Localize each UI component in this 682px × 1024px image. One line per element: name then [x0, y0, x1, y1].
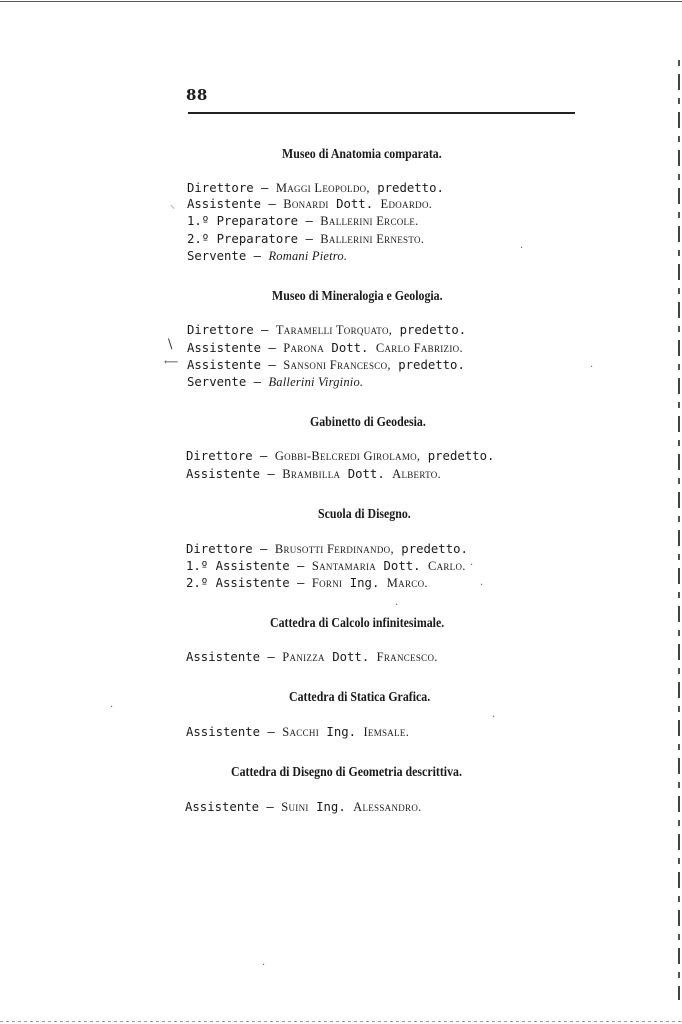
- entry-name: Sansoni Francesco,: [283, 358, 391, 372]
- section-title: Museo di Mineralogia e Geologia.: [272, 288, 443, 303]
- entry-role: 1.º Assistente —: [186, 559, 305, 573]
- scan-speck: ·: [590, 362, 594, 373]
- margin-mark: ⟵: [164, 357, 179, 368]
- entry-name: Panizza: [282, 650, 325, 664]
- entry: [186, 449, 494, 464]
- entry: [187, 214, 419, 229]
- entry-name: Ballerini Ercole.: [320, 214, 419, 228]
- entry-name-2: Carlo.: [427, 559, 466, 573]
- entry-name-2: Edoardo.: [380, 197, 433, 211]
- entry-rest: Dott.: [324, 341, 376, 355]
- section-title: Cattedra di Calcolo infinitesimale.: [270, 615, 445, 630]
- entry: [186, 559, 466, 574]
- entry-role: Servente —: [187, 249, 262, 263]
- entry-name-2: Alberto.: [392, 467, 441, 481]
- scan-speck: ·: [480, 580, 484, 591]
- section-title: Cattedra di Statica Grafica.: [289, 689, 431, 704]
- margin-mark: \: [168, 337, 173, 352]
- entry-name: Romani Pietro.: [268, 249, 348, 263]
- entry-role: Assistente —: [187, 341, 276, 355]
- entry-rest: Ing.: [342, 576, 387, 590]
- scan-speck: ·: [492, 712, 496, 723]
- entry-name: Forni: [311, 576, 343, 590]
- entry-name: Santamaria: [311, 559, 377, 573]
- entry-name: Ballerini Ernesto.: [320, 232, 425, 246]
- entry: [186, 467, 441, 482]
- entry: [187, 181, 444, 196]
- entry-rest: Ing.: [319, 725, 364, 739]
- entry-role: Direttore —: [187, 323, 269, 337]
- entry-name: Brambilla: [282, 467, 341, 481]
- entry: [186, 650, 438, 665]
- entry-name: Gobbi-Belcredi Girolamo,: [274, 449, 421, 463]
- bottom-border: [0, 1021, 682, 1022]
- entry-rest: Dott.: [340, 467, 393, 481]
- entry: [187, 375, 363, 390]
- section-title: Gabinetto di Geodesia.: [310, 414, 426, 429]
- entry: [187, 232, 424, 247]
- entry: [187, 341, 463, 356]
- entry: [187, 323, 466, 338]
- entry-rest: Dott.: [324, 650, 377, 664]
- entry-rest: predetto.: [392, 323, 467, 337]
- entry-name: Taramelli Torquato,: [275, 323, 393, 337]
- entry-name: Ballerini Virginio.: [268, 375, 364, 389]
- entry-rest: Dott.: [376, 559, 428, 573]
- entry-role: Assistente —: [187, 358, 276, 372]
- entry-rest: predetto.: [390, 358, 465, 372]
- entry-role: Direttore —: [187, 181, 269, 195]
- entry-name-2: Marco.: [386, 576, 428, 590]
- entry: [186, 542, 468, 557]
- entry-name-2: Alessandro.: [353, 800, 422, 814]
- entry-role: Assistente —: [186, 725, 275, 739]
- entry-rest: predetto.: [420, 449, 495, 463]
- page-number: 88: [186, 86, 208, 104]
- entry: [187, 358, 465, 373]
- entry-name: Suini: [281, 800, 309, 814]
- entry-name: Brusotti Ferdinando,: [274, 542, 394, 556]
- entry-role: 2.º Preparatore —: [187, 232, 313, 246]
- entry-name-2: Carlo Fabrizio.: [375, 341, 463, 355]
- entry-role: Direttore —: [186, 542, 268, 556]
- entry-name-2: Iemsale.: [363, 725, 410, 739]
- entry: [185, 800, 422, 815]
- scan-speck: ·: [110, 702, 114, 713]
- entry-role: Assistente —: [187, 197, 276, 211]
- entry-name: Maggi Leopoldo,: [275, 181, 370, 195]
- scan-speck: ·: [395, 600, 399, 611]
- entry-role: Assistente —: [186, 650, 275, 664]
- entry-role: Assistente —: [185, 800, 274, 814]
- section-title: Museo di Anatomia comparata.: [282, 146, 442, 161]
- entry-name-2: Francesco.: [376, 650, 438, 664]
- entry-role: Assistente —: [186, 467, 275, 481]
- entry: [186, 725, 409, 740]
- entry: [187, 249, 347, 264]
- top-border: [0, 1, 682, 2]
- section-title: Scuola di Disegno.: [318, 506, 411, 521]
- entry: [187, 197, 432, 212]
- scan-speck: ·: [520, 243, 524, 254]
- entry-name: Sacchi: [282, 725, 320, 739]
- entry-rest: Ing.: [308, 800, 354, 814]
- entry-role: Servente —: [187, 375, 262, 389]
- section-title: Cattedra di Disegno di Geometria descrittiva.: [231, 764, 462, 779]
- entry: [186, 576, 428, 591]
- scan-speck: ⸜: [170, 200, 175, 211]
- entry-role: Direttore —: [186, 449, 268, 463]
- header-rule: [188, 112, 575, 114]
- entry-role: 1.º Preparatore —: [187, 214, 313, 228]
- entry-name: Parona: [283, 341, 325, 355]
- scan-speck: ·: [262, 960, 266, 971]
- entry-role: 2.º Assistente —: [186, 576, 305, 590]
- entry-rest: predetto.: [393, 542, 468, 556]
- entry-rest: predetto.: [369, 181, 444, 195]
- entry-name: Bonardi: [283, 197, 329, 211]
- page-edge: [678, 60, 680, 1000]
- scan-speck: ·: [470, 560, 474, 571]
- entry-rest: Dott.: [328, 197, 381, 211]
